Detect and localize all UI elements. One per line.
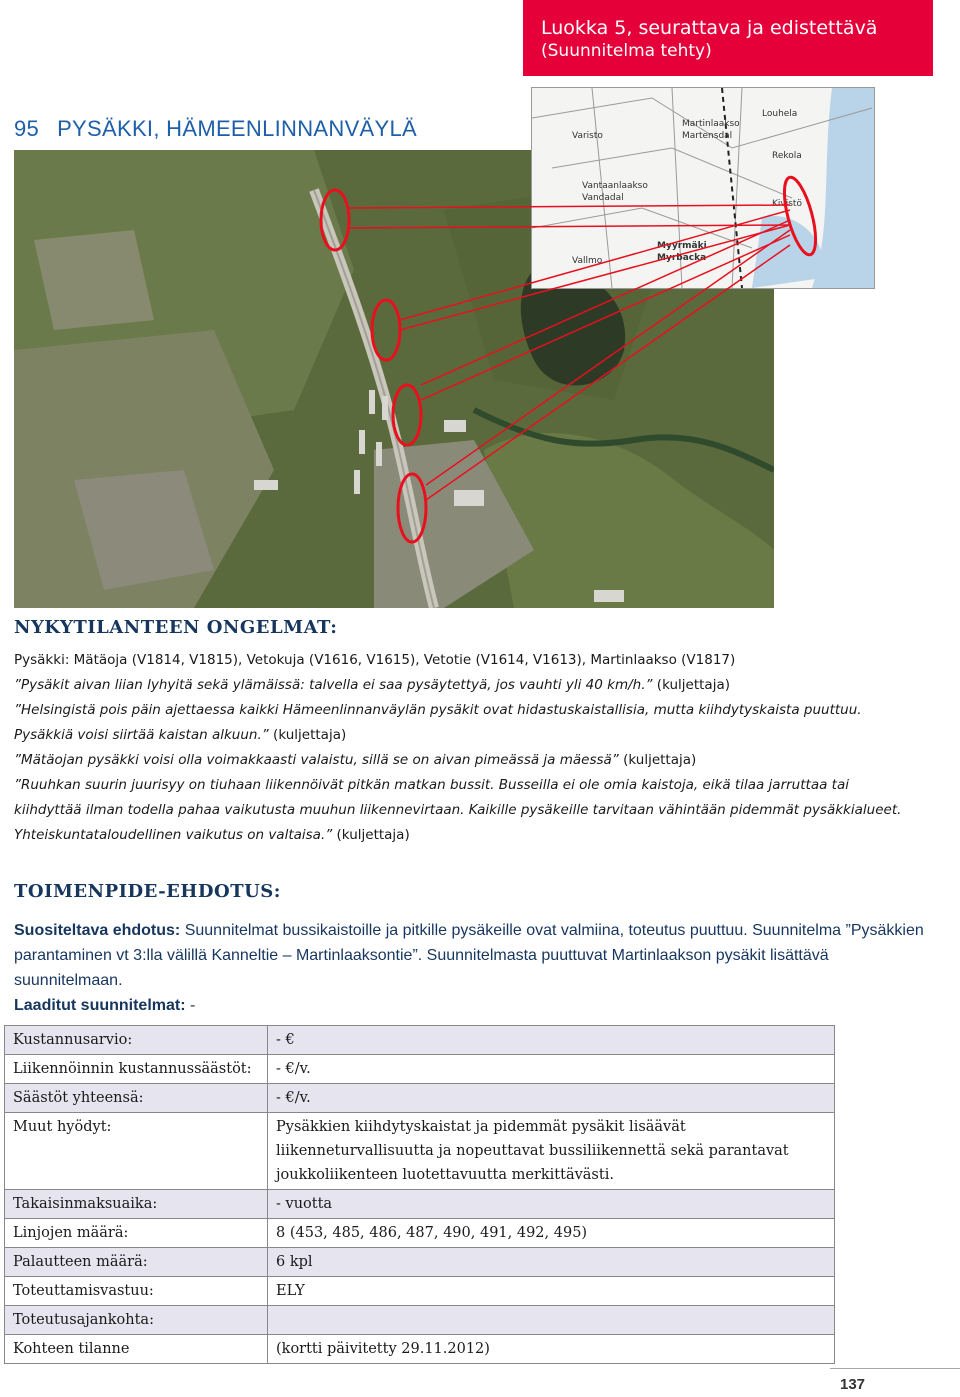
problem-stops: Pysäkki: Mätäoja (V1814, V1815), Vetokuja (V1616, V1615), Vetotie (V1614, V1613), Martinlaakso (V1817) bbox=[14, 652, 736, 668]
map-label: Kivistö bbox=[772, 199, 802, 209]
row-key: Toteuttamisvastuu: bbox=[5, 1277, 268, 1306]
footer-divider bbox=[830, 1368, 960, 1369]
street-map-inset bbox=[531, 87, 875, 289]
page-number: 137 bbox=[840, 1376, 866, 1393]
table-row bbox=[5, 1335, 835, 1364]
table-row bbox=[5, 1277, 835, 1306]
street-map-drawing bbox=[532, 88, 874, 288]
map-label: Martinlaakso bbox=[682, 119, 740, 129]
row-value: - €/v. bbox=[268, 1084, 835, 1113]
problem-quote-2: ”Helsingistä pois päin ajettaessa kaikki Hämeenlinnanväylän pysäkit ovat hidastuskaistallisia, mutta kiihdytyskaista puuttuu. Pysäkkiä voisi siirtää kaistan alkuun.” (kuljettaja) bbox=[14, 702, 862, 743]
class-label: Luokka 5, seurattava ja edistettävä bbox=[541, 17, 878, 39]
row-key: Linjojen määrä: bbox=[5, 1219, 268, 1248]
table-row bbox=[5, 1306, 835, 1335]
row-value: - €/v. bbox=[268, 1055, 835, 1084]
table-row bbox=[5, 1219, 835, 1248]
row-key: Palautteen määrä: bbox=[5, 1248, 268, 1277]
class-box bbox=[523, 0, 933, 76]
recommendation: Suositeltava ehdotus: Suunnitelmat bussikaistoille ja pitkille pysäkeille ovat valmiina, toteutus puuttuu. Suunnitelma ”Pysäkkien parantaminen vt 3:lla välillä Kanneltie – Martinlaaksontie”. Suunnitelmasta puuttuvat Martinlaakson pysäkit lisättävä suunnitelmaan. bbox=[14, 922, 924, 989]
row-key: Toteutusajankohta: bbox=[5, 1306, 268, 1335]
row-key: Takaisinmaksuaika: bbox=[5, 1190, 268, 1219]
map-label: Myyrmäki bbox=[657, 241, 707, 251]
plans-line: Laaditut suunnitelmat: - bbox=[14, 997, 196, 1014]
map-label: Louhela bbox=[762, 109, 798, 119]
map-label: Vantaanlaakso bbox=[582, 181, 648, 191]
row-value: 6 kpl bbox=[268, 1248, 835, 1277]
row-value: Pysäkkien kiihdytyskaistat ja pidemmät pysäkit lisäävät liikenneturvallisuutta ja nopeuttavat bussiliikennettä sekä parantavat joukkoliikenteen luotettavuutta merkittävästi. bbox=[268, 1113, 835, 1190]
problems-text bbox=[14, 648, 914, 848]
problem-quote-3: ”Mätäojan pysäkki voisi olla voimakkaasti valaistu, sillä se on aivan pimeässä ja mäessä” (kuljettaja) bbox=[14, 752, 697, 768]
table-row bbox=[5, 1113, 835, 1190]
row-value: - vuotta bbox=[268, 1190, 835, 1219]
table-row bbox=[5, 1026, 835, 1055]
row-key: Liikennöinnin kustannussäästöt: bbox=[5, 1055, 268, 1084]
table-row bbox=[5, 1248, 835, 1277]
row-key: Kohteen tilanne bbox=[5, 1335, 268, 1364]
row-value: (kortti päivitetty 29.11.2012) bbox=[268, 1335, 835, 1364]
map-label: Martensdal bbox=[682, 131, 733, 141]
table-row bbox=[5, 1055, 835, 1084]
proposal-heading: TOIMENPIDE-EHDOTUS: bbox=[14, 881, 281, 902]
map-label: Myrbacka bbox=[657, 253, 707, 263]
map-label: Rekola bbox=[772, 151, 802, 161]
row-value: ELY bbox=[268, 1277, 835, 1306]
table-row bbox=[5, 1190, 835, 1219]
row-key: Kustannusarvio: bbox=[5, 1026, 268, 1055]
row-key: Muut hyödyt: bbox=[5, 1113, 268, 1190]
row-value: - € bbox=[268, 1026, 835, 1055]
map-label: Vallmo bbox=[572, 256, 603, 266]
proposal-text bbox=[14, 918, 934, 1018]
problem-quote-4: ”Ruuhkan suurin juurisyy on tiuhaan liikennöivät pitkän matkan bussit. Busseilla ei ole omia kaistoja, eikä tilaa jarruttaa tai kiihdyttää ilman todella pahaa vaikutusta muuhun liikennevirtaan. Kaikille pysäkeille tarvitaan vähintään pidemmät pysäkkialueet. Yhteiskuntataloudellinen vaikutus on valtaisa.” (kuljettaja) bbox=[14, 777, 902, 843]
row-key: Säästöt yhteensä: bbox=[5, 1084, 268, 1113]
item-number: 95 bbox=[14, 116, 40, 141]
row-value bbox=[268, 1306, 835, 1335]
map-label: Varisto bbox=[572, 131, 603, 141]
item-title: PYSÄKKI, HÄMEENLINNANVÄYLÄ bbox=[57, 116, 417, 141]
page-title bbox=[14, 116, 435, 142]
problem-quote-1: ”Pysäkit aivan liian lyhyitä sekä ylämäissä: talvella ei saa pysäytettyä, jos vauhti yli 40 km/h.” (kuljettaja) bbox=[14, 677, 730, 693]
map-label: Vandadal bbox=[582, 193, 624, 203]
info-table bbox=[4, 1025, 835, 1364]
problems-heading: NYKYTILANTEEN ONGELMAT: bbox=[14, 617, 338, 638]
table-row bbox=[5, 1084, 835, 1113]
class-status: (Suunnitelma tehty) bbox=[541, 41, 712, 61]
row-value: 8 (453, 485, 486, 487, 490, 491, 492, 495) bbox=[268, 1219, 835, 1248]
